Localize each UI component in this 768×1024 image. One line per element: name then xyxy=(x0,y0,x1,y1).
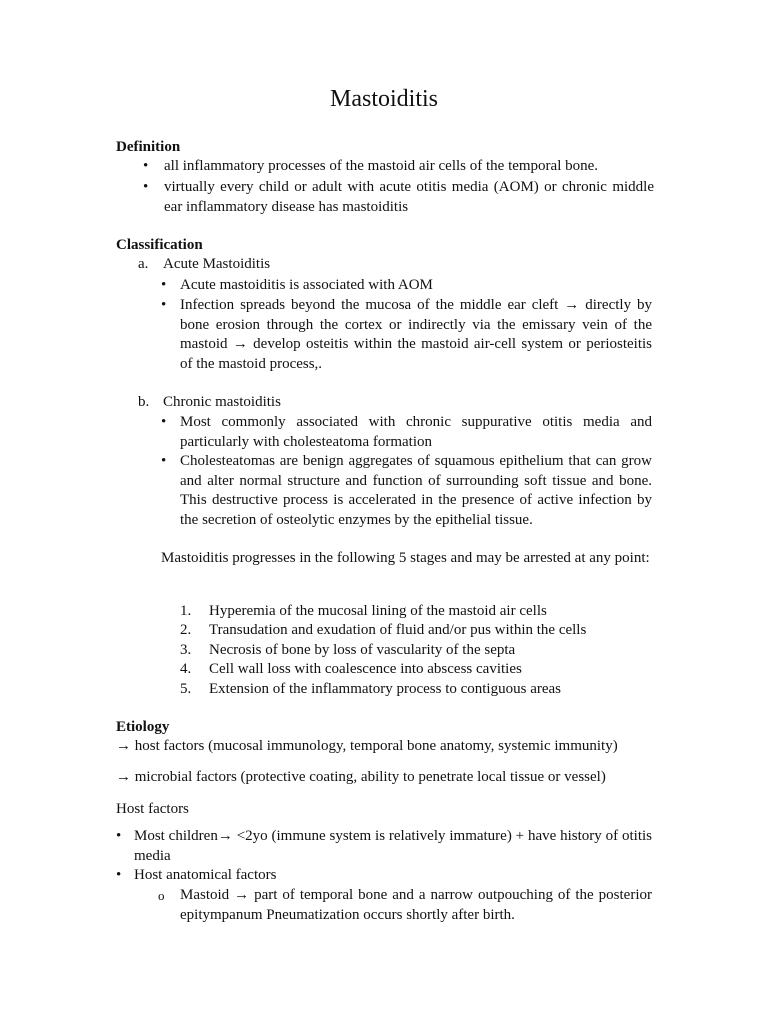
bullet-marker: • xyxy=(161,453,167,469)
bullet-marker: • xyxy=(161,277,167,293)
host-item-1-part-1: Most children xyxy=(134,828,218,844)
bullet-marker: • xyxy=(143,179,149,195)
bullet-marker: • xyxy=(161,297,167,313)
definition-heading: Definition xyxy=(116,139,181,155)
stage-text: Necrosis of bone by loss of vascularity of the septa xyxy=(209,642,516,658)
chronic-item-1: Most commonly associated with chronic suppurative otitis media and particularly with cholesteatoma formation xyxy=(180,414,652,450)
host-sub-item-1-part-1: Mastoid xyxy=(180,887,230,903)
arrow-icon: → xyxy=(232,336,248,352)
host-item-2: Host anatomical factors xyxy=(134,867,277,883)
bullet-marker: • xyxy=(143,158,149,174)
etiology-line-1 xyxy=(116,737,618,757)
stage-text: Transudation and exudation of fluid and/or pus within the cells xyxy=(209,622,587,638)
list-marker: b. xyxy=(138,394,150,410)
acute-item-2-part-3: develop osteitis within the mastoid air-cell system or periosteitis of the mastoid process,. xyxy=(180,336,653,372)
acute-item-2-part-2: directly by bone erosion through the cortex or indirectly via the emissary vein of the mastoid xyxy=(180,297,653,352)
chronic-item-2: Cholesteatomas are benign aggregates of squamous epithelium that can grow and alter normal structure and function of surrounding soft tissue and bone. This destructive process is accelerated in the presence of active infection by the secretion of osteolytic enzymes by the epithelial tissue. xyxy=(180,453,652,528)
host-item-1-part-2: <2yo (immune system is relatively immature) + have history of otitis media xyxy=(134,828,652,864)
stage-text: Cell wall loss with coalescence into abscess cavities xyxy=(209,661,522,677)
etiology-line-1-text: host factors (mucosal immunology, temporal bone anatomy, systemic immunity) xyxy=(134,738,618,754)
bullet-marker: • xyxy=(116,867,122,883)
stage-number: 1. xyxy=(180,603,192,619)
stage-number: 3. xyxy=(180,642,192,658)
stage-number: 4. xyxy=(180,661,192,677)
etiology-heading: Etiology xyxy=(116,719,170,735)
acute-item-2 xyxy=(180,296,652,374)
acute-item-1: Acute mastoiditis is associated with AOM xyxy=(180,277,433,293)
arrow-icon: → xyxy=(116,738,131,754)
page-title: Mastoiditis xyxy=(329,86,438,112)
stage-number: 2. xyxy=(180,622,192,638)
etiology-line-2 xyxy=(116,768,606,788)
sub-bullet-marker: o xyxy=(158,888,165,903)
definition-item-2: virtually every child or adult with acute otitis media (AOM) or chronic middle ear inflammatory disease has mastoiditis xyxy=(164,179,654,215)
host-sub-item-1-part-2: part of temporal bone and a narrow outpouching of the posterior epitympanum Pneumatization occurs shortly after birth. xyxy=(180,887,652,923)
stage-text: Hyperemia of the mucosal lining of the mastoid air cells xyxy=(209,603,547,619)
arrow-icon: → xyxy=(116,769,131,785)
subsection-acute: Acute Mastoiditis xyxy=(163,256,271,272)
arrow-icon: → xyxy=(217,828,233,844)
host-item-1 xyxy=(134,827,652,866)
classification-heading: Classification xyxy=(116,237,203,253)
host-sub-item-1 xyxy=(180,886,652,925)
arrow-icon: → xyxy=(564,297,580,313)
stage-text: Extension of the inflammatory process to contiguous areas xyxy=(209,681,561,697)
etiology-line-2-text: microbial factors (protective coating, ability to penetrate local tissue or vessel) xyxy=(134,769,606,785)
list-marker: a. xyxy=(138,256,149,272)
host-factors-label: Host factors xyxy=(116,801,189,817)
definition-item-1: all inflammatory processes of the mastoid air cells of the temporal bone. xyxy=(164,158,599,174)
stage-number: 5. xyxy=(180,681,192,697)
bullet-marker: • xyxy=(116,828,122,844)
acute-item-2-part-1: Infection spreads beyond the mucosa of the middle ear cleft xyxy=(180,297,559,313)
stages-intro: Mastoiditis progresses in the following 5 stages and may be arrested at any point: xyxy=(161,550,650,566)
bullet-marker: • xyxy=(161,414,167,430)
arrow-icon: → xyxy=(234,887,250,903)
subsection-chronic: Chronic mastoiditis xyxy=(163,394,281,410)
